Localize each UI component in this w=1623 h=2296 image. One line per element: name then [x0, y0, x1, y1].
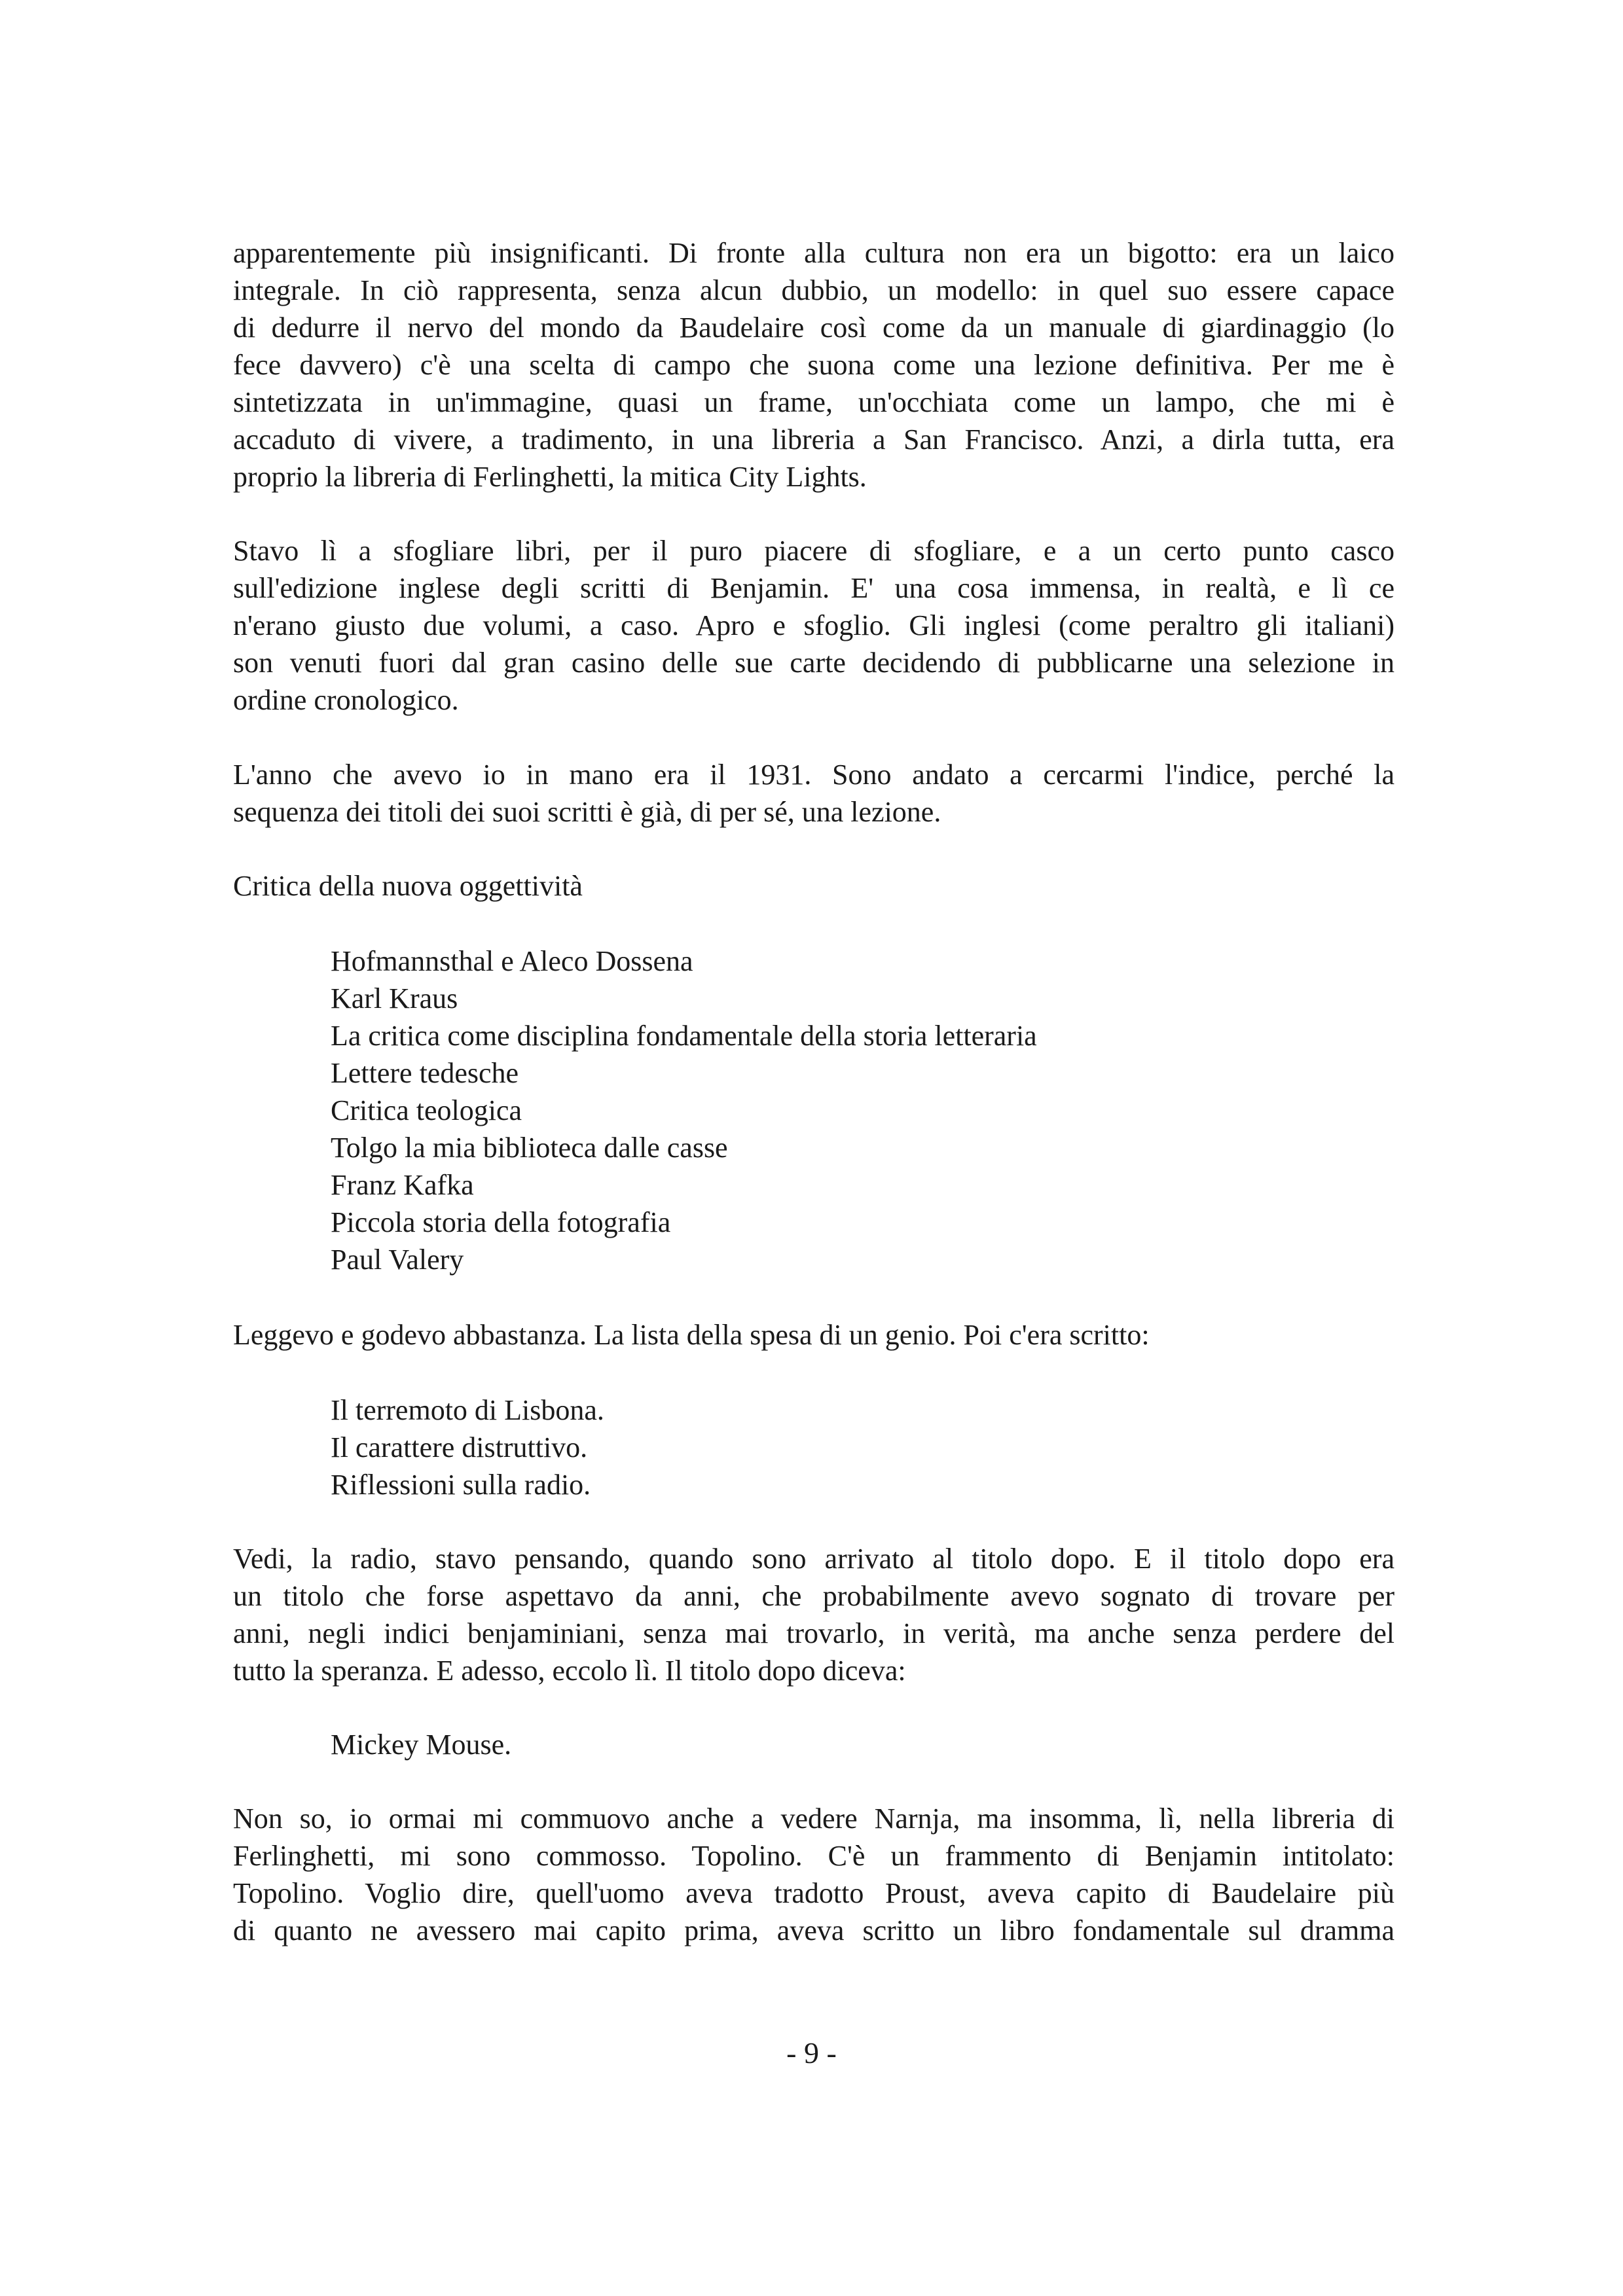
paragraph-line: sintetizzata in un'immagine, quasi un frame, un'occhiata come un lampo, che mi è [233, 386, 1395, 418]
paragraph-1 [233, 234, 1395, 495]
paragraph-line: Non so, io ormai mi commuovo anche a vedere Narnja, ma insomma, lì, nella libreria di [233, 1803, 1395, 1835]
list-item: La critica come disciplina fondamentale della storia letteraria [331, 1020, 1037, 1052]
list-item: Tolgo la mia biblioteca dalle casse [331, 1132, 728, 1164]
list-item: Il terremoto di Lisbona. [331, 1394, 604, 1426]
list-item: Piccola storia della fotografia [331, 1206, 671, 1238]
paragraph-line: n'erano giusto due volumi, a caso. Apro e sfoglio. Gli inglesi (come peraltro gli italiani) [233, 609, 1395, 641]
paragraph-line: Stavo lì a sfogliare libri, per il puro piacere di sfogliare, e a un certo punto casco [233, 535, 1395, 567]
list-item: Hofmannsthal e Aleco Dossena [331, 945, 693, 977]
paragraph-line: un titolo che forse aspettavo da anni, che probabilmente avevo sognato di trovare per [233, 1580, 1395, 1612]
paragraph-2 [233, 532, 1395, 719]
list-item: Paul Valery [331, 1244, 464, 1276]
list-item: Il carattere distruttivo. [331, 1431, 588, 1463]
paragraph-line: Topolino. Voglio dire, quell'uomo aveva tradotto Proust, aveva capito di Baudelaire più [233, 1877, 1395, 1909]
paragraph-line: fece davvero) c'è una scelta di campo che suona come una lezione definitiva. Per me è [233, 349, 1395, 381]
paragraph-3 [233, 756, 1395, 831]
paragraph-line: di dedurre il nervo del mondo da Baudelaire così come da un manuale di giardinaggio (lo [233, 312, 1395, 344]
paragraph-line: apparentemente più insignificanti. Di fronte alla cultura non era un bigotto: era un laico [233, 237, 1395, 269]
list-item: Franz Kafka [331, 1169, 474, 1201]
paragraph-line: anni, negli indici benjaminiani, senza mai trovarlo, in verità, ma anche senza perdere del [233, 1617, 1395, 1649]
list-intro: Critica della nuova oggettività [233, 870, 583, 902]
paragraph-line: integrale. In ciò rappresenta, senza alcun dubbio, un modello: in quel suo essere capace [233, 274, 1395, 306]
page-number: - 9 - [786, 2036, 837, 2070]
paragraph-line: L'anno che avevo io in mano era il 1931. Sono andato a cercarmi l'indice, perché la [233, 759, 1395, 791]
paragraph-line: sequenza dei titoli dei suoi scritti è già, di per sé, una lezione. [233, 796, 941, 828]
highlight-title [331, 1726, 511, 1763]
paragraph-6 [233, 1800, 1395, 1949]
titles-list-1 [331, 942, 1037, 1278]
paragraph-line: sull'edizione inglese degli scritti di Benjamin. E' una cosa immensa, in realtà, e lì ce [233, 572, 1395, 604]
titles-list-2 [331, 1391, 604, 1503]
paragraph-4: Leggevo e godevo abbastanza. La lista della spesa di un genio. Poi c'era scritto: [233, 1319, 1150, 1351]
list-item: Lettere tedesche [331, 1057, 519, 1089]
paragraph-line: proprio la libreria di Ferlinghetti, la mitica City Lights. [233, 461, 867, 493]
paragraph-line: tutto la speranza. E adesso, eccolo lì. Il titolo dopo diceva: [233, 1655, 906, 1687]
list-item: Karl Kraus [331, 982, 458, 1014]
paragraph-line: di quanto ne avessero mai capito prima, aveva scritto un libro fondamentale sul dramma [233, 1914, 1395, 1946]
paragraph-line: son venuti fuori dal gran casino delle sue carte decidendo di pubblicarne una selezione in [233, 647, 1395, 679]
list-item: Riflessioni sulla radio. [331, 1469, 591, 1501]
paragraph-line: Vedi, la radio, stavo pensando, quando sono arrivato al titolo dopo. E il titolo dopo era [233, 1543, 1395, 1575]
paragraph-line: Ferlinghetti, mi sono commosso. Topolino. C'è un frammento di Benjamin intitolato: [233, 1840, 1395, 1872]
paragraph-5 [233, 1540, 1395, 1689]
list-item: Critica teologica [331, 1094, 522, 1126]
paragraph-line: ordine cronologico. [233, 684, 459, 716]
list-item: Mickey Mouse. [331, 1729, 512, 1761]
paragraph-line: accaduto di vivere, a tradimento, in una libreria a San Francisco. Anzi, a dirla tutta, era [233, 423, 1395, 456]
